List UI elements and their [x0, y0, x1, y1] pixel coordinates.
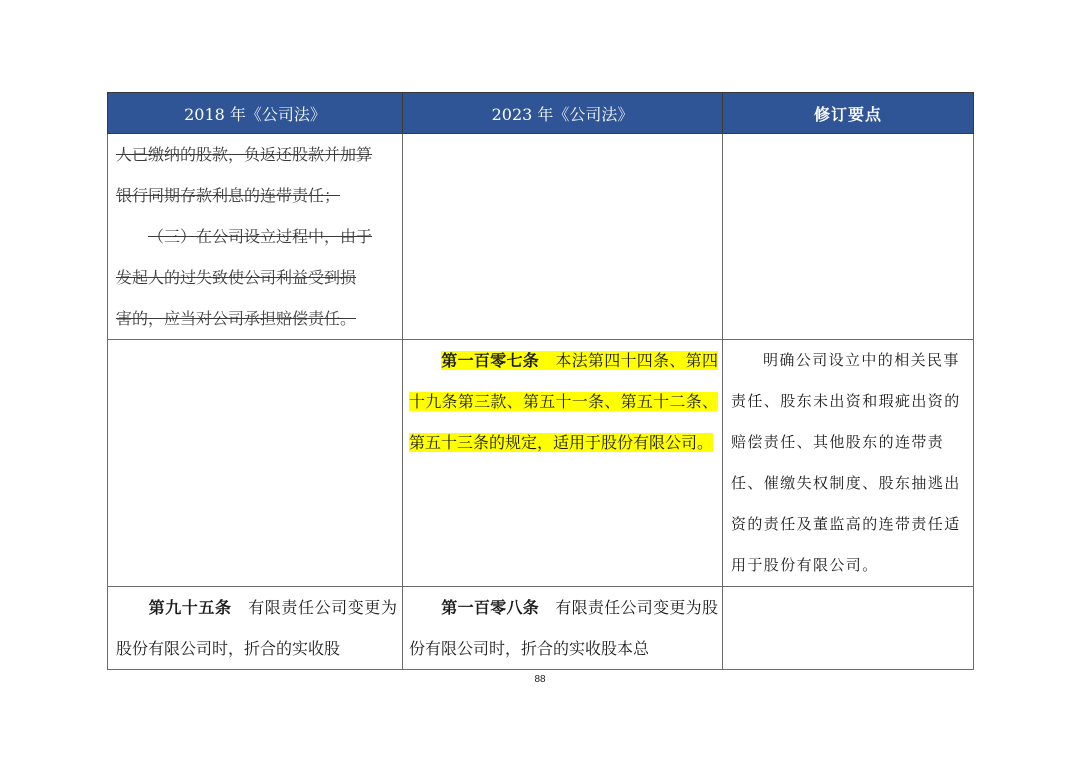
cell-notes-empty	[723, 587, 974, 670]
law-comparison-table	[107, 92, 974, 670]
table-row	[108, 587, 974, 670]
table-row	[108, 134, 974, 340]
article-title: 第一百零八条	[441, 598, 540, 617]
deleted-line: 害的，应当对公司承担赔偿责任。	[116, 309, 357, 328]
cell-2023-article-108	[403, 587, 723, 670]
header-2023-law: 2023 年《公司法》	[403, 93, 723, 134]
cell-notes-empty	[723, 134, 974, 340]
deleted-line: 人已缴纳的股款，负返还股款并加算	[116, 145, 373, 164]
header-revision-points: 修订要点	[723, 93, 974, 134]
cell-2018-empty	[108, 340, 403, 587]
cell-2018-deleted-text	[108, 134, 403, 340]
header-2018-law: 2018 年《公司法》	[108, 93, 403, 134]
cell-revision-note	[723, 340, 974, 587]
article-title: 第九十五条	[148, 598, 232, 617]
table-header-row	[108, 93, 974, 134]
article-text: 有限责任公司变更为股份有限公司时，折合的实收股本总	[409, 598, 718, 658]
deleted-line-indented: （三）在公司设立过程中，由于	[148, 227, 373, 246]
deleted-line: 发起人的过失致使公司利益受到损	[116, 268, 357, 287]
cell-2023-empty	[403, 134, 723, 340]
deleted-line: 银行同期存款利息的连带责任；	[116, 186, 341, 205]
cell-2018-article-95	[108, 587, 403, 670]
table-row	[108, 340, 974, 587]
article-text: 本法第四十四条、第四十九条第三款、第五十一条、第五十二条、第五十三条的规定，适用于股份有限公司。	[409, 351, 718, 452]
article-title: 第一百零七条	[441, 351, 540, 370]
page-number: 88	[534, 674, 546, 685]
cell-2023-article-107	[403, 340, 723, 587]
article-text: 有限责任公司变更为股份有限公司时，折合的实收股	[116, 598, 397, 658]
revision-note-text: 明确公司设立中的相关民事责任、股东未出资和瑕疵出资的赔偿责任、其他股东的连带责任、催缴失权制度、股东抽逃出资的责任及董监高的连带责任适用于股份有限公司。	[731, 351, 961, 574]
